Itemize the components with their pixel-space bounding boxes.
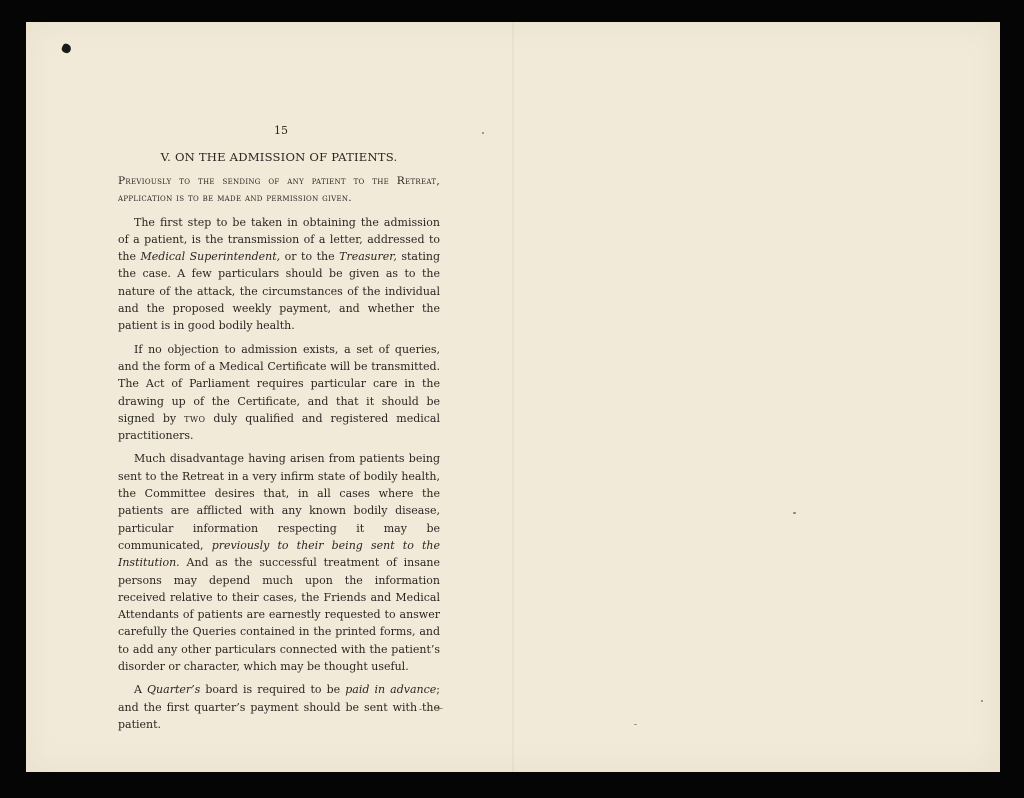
italic-run: Medical Superintendent, xyxy=(140,250,281,264)
text-run: And as the successful treatment of insane persons may depend much upon the information received relative to their cases, the Friends and Medical Attendants of patients are earnestly requested to answer carefully the Queries contained in the printed forms, and to add any other particulars connected with the patient’s disorder or character, which may be thought useful. xyxy=(118,556,440,674)
page-fold xyxy=(512,22,514,772)
text-run: If no objection to admission exists, a set of queries, and the form of a Medical Certificate will be transmitted. The Act of Parliament requires particular care in the drawing up of the Certificate, and that it should be signed by xyxy=(118,342,440,425)
text-run: duly qualified and registered medical practitioners. xyxy=(118,411,440,443)
text-run: The first step to be taken in obtaining the admission of a patient, is the transmission of a letter, addressed to the xyxy=(118,215,440,264)
paragraph-4 xyxy=(118,681,440,733)
text-run: or to the xyxy=(280,250,340,264)
paper-speck xyxy=(482,132,484,134)
document-page xyxy=(26,22,1000,772)
italic-run: Quarter’s xyxy=(147,683,201,697)
paper-speck xyxy=(981,700,983,702)
text-run: stating the case. A few particulars should be given as to the nature of the attack, the circumstances of the individual and the proposed weekly payment, and whether the patient is in good bodily health. xyxy=(118,250,441,333)
text-run: board is required to be xyxy=(200,683,346,697)
text-column xyxy=(118,122,440,739)
paper-speck xyxy=(793,512,796,514)
italic-run: Treasurer, xyxy=(339,250,397,264)
small-caps-run: two xyxy=(184,411,206,425)
paragraph-2 xyxy=(118,341,440,445)
paragraph-3 xyxy=(118,450,440,675)
text-run: ; and the first quarter’s payment should be sent with the patient. xyxy=(118,683,440,731)
text-run: A xyxy=(134,683,148,697)
section-heading: V. ON THE ADMISSION OF PATIENTS. xyxy=(160,150,398,165)
text-run: Much disadvantage having arisen from patients being sent to the Retreat in a very infirm state of bodily health, the Committee desires that, in all cases where the patients are afflicted with any known bodily disease, particular information respecting it may be communicated, xyxy=(118,452,440,552)
ink-blot-mark xyxy=(61,43,73,55)
italic-run: paid in advance xyxy=(345,683,437,697)
paper-speck xyxy=(634,724,637,725)
paragraph-1 xyxy=(118,214,440,335)
italic-run: previously to their being sent to the Institution. xyxy=(118,538,441,570)
section-preamble: Previously to the sending of any patient to the Retreat, application is to be made and permission given. xyxy=(118,174,440,205)
page-number: 15 xyxy=(274,124,288,137)
